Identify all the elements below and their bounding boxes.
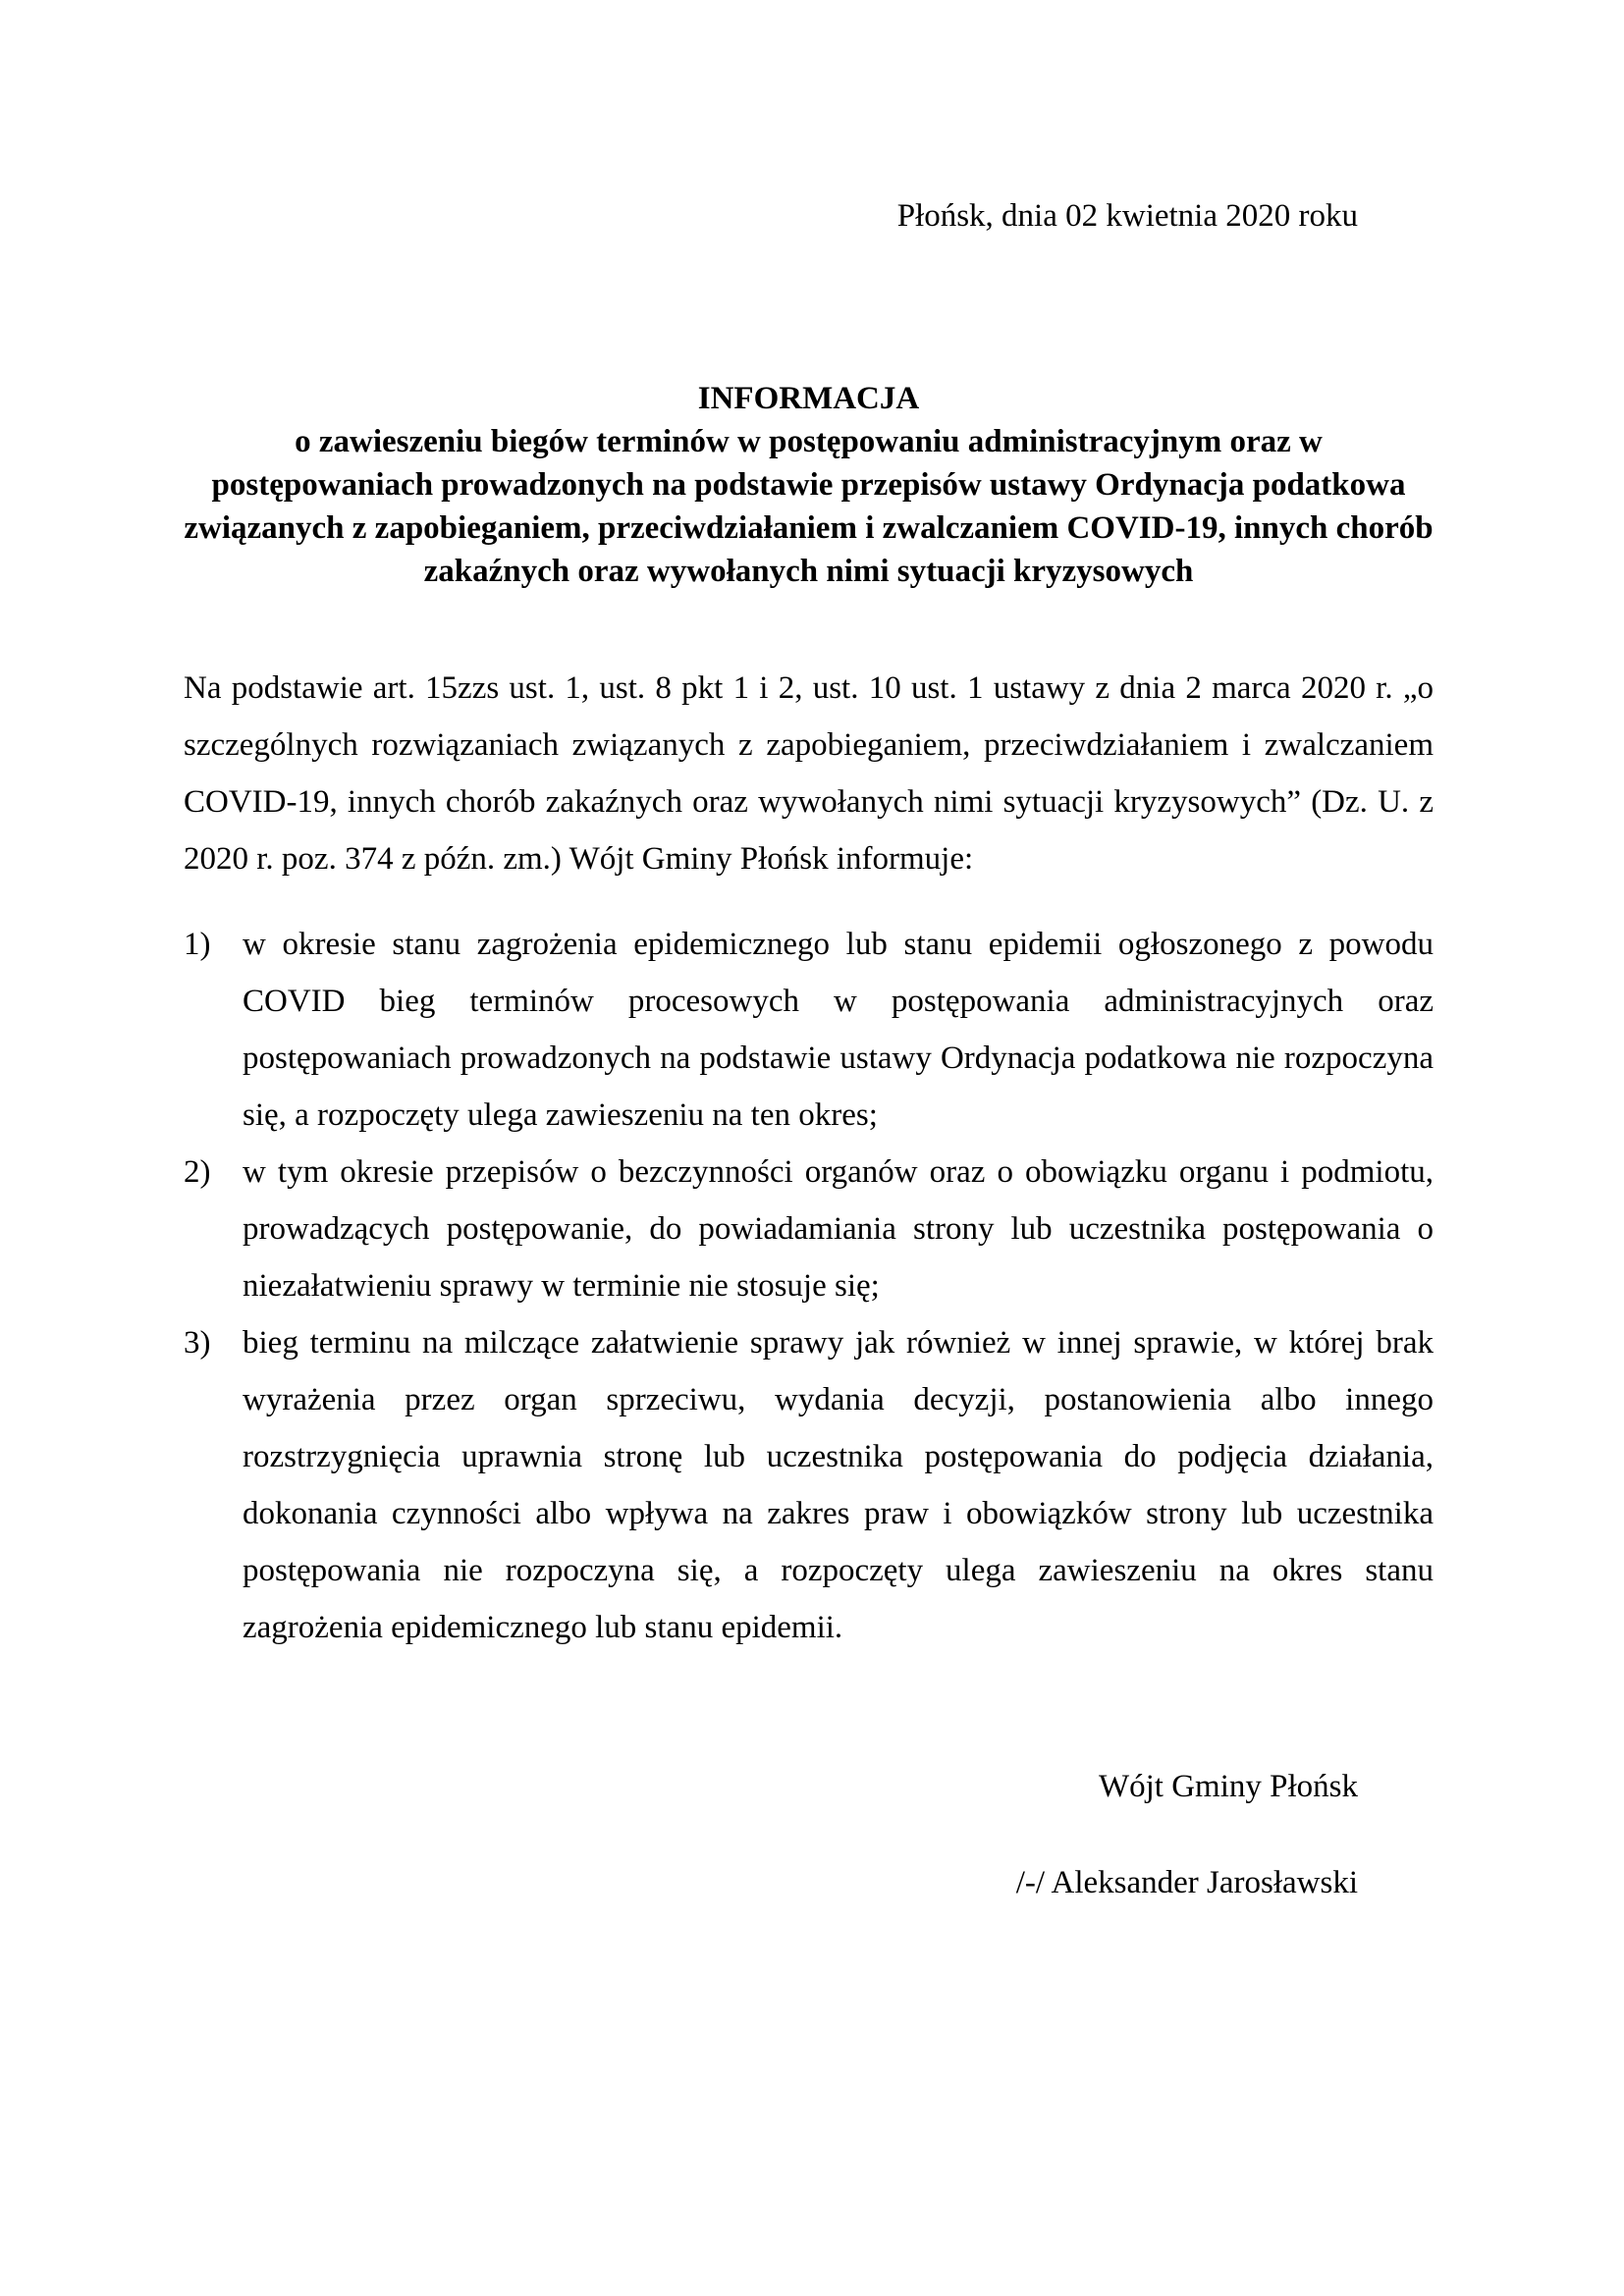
numbered-list [184, 916, 1434, 1656]
document-title: INFORMACJA [697, 381, 920, 416]
date-line: Płońsk, dnia 02 kwietnia 2020 roku [896, 198, 1358, 234]
signature-name: /-/ Aleksander Jarosławski [1015, 1865, 1358, 1900]
list-item-2-text: w tym okresie przepisów o bezczynności organów oraz o obowiązku organu i podmiotu, prowadzących postępowanie, do powiadamiania strony lub uczestnika postępowania o niezałatwieniu sprawy w terminie nie stosuje się; [243, 1154, 1434, 1304]
document-subtitle: o zawieszeniu biegów terminów w postępowaniu administracyjnym oraz w postępowaniach prowadzonych na podstawie przepisów ustawy Ordynacja podatkowa związanych z zapobieganiem, przeciwdziałaniem i zwalczaniem COVID-19, innych chorób zakaźnych oraz wywołanych nimi sytuacji kryzysowych [184, 424, 1434, 589]
signature-role: Wójt Gminy Płońsk [1098, 1769, 1358, 1804]
title-block [184, 377, 1434, 593]
list-item-3-number: 3) [184, 1325, 211, 1361]
signature-block [184, 1765, 1358, 1904]
list-item-2 [184, 1144, 1434, 1314]
list-item-1-number: 1) [184, 927, 211, 962]
list-item-1 [184, 916, 1434, 1144]
list-item-3 [184, 1314, 1434, 1656]
intro-paragraph: Na podstawie art. 15zzs ust. 1, ust. 8 pkt 1 i 2, ust. 10 ust. 1 ustawy z dnia 2 marca 2020 r. „o szczególnych rozwiązaniach związanych z zapobieganiem, przeciwdziałaniem i zwalczaniem COVID-19, innych chorób zakaźnych oraz wywołanych nimi sytuacji kryzysowych” (Dz. U. z 2020 r. poz. 374 z późn. zm.) Wójt Gminy Płońsk informuje: [184, 670, 1434, 877]
list-item-2-number: 2) [184, 1154, 211, 1190]
list-item-1-text: w okresie stanu zagrożenia epidemicznego lub stanu epidemii ogłoszonego z powodu COVID bieg terminów procesowych w postępowania administracyjnych oraz postępowaniach prowadzonych na podstawie ustawy Ordynacja podatkowa nie rozpoczyna się, a rozpoczęty ulega zawieszeniu na ten okres; [243, 927, 1434, 1133]
list-item-3-text: bieg terminu na milczące załatwienie sprawy jak również w innej sprawie, w której brak wyrażenia przez organ sprzeciwu, wydania decyzji, postanowienia albo innego rozstrzygnięcia uprawnia stronę lub uczestnika postępowania do podjęcia działania, dokonania czynności albo wpływa na zakres praw i obowiązków strony lub uczestnika postępowania nie rozpoczyna się, a rozpoczęty ulega zawieszeniu na okres stanu zagrożenia epidemicznego lub stanu epidemii. [243, 1325, 1434, 1645]
